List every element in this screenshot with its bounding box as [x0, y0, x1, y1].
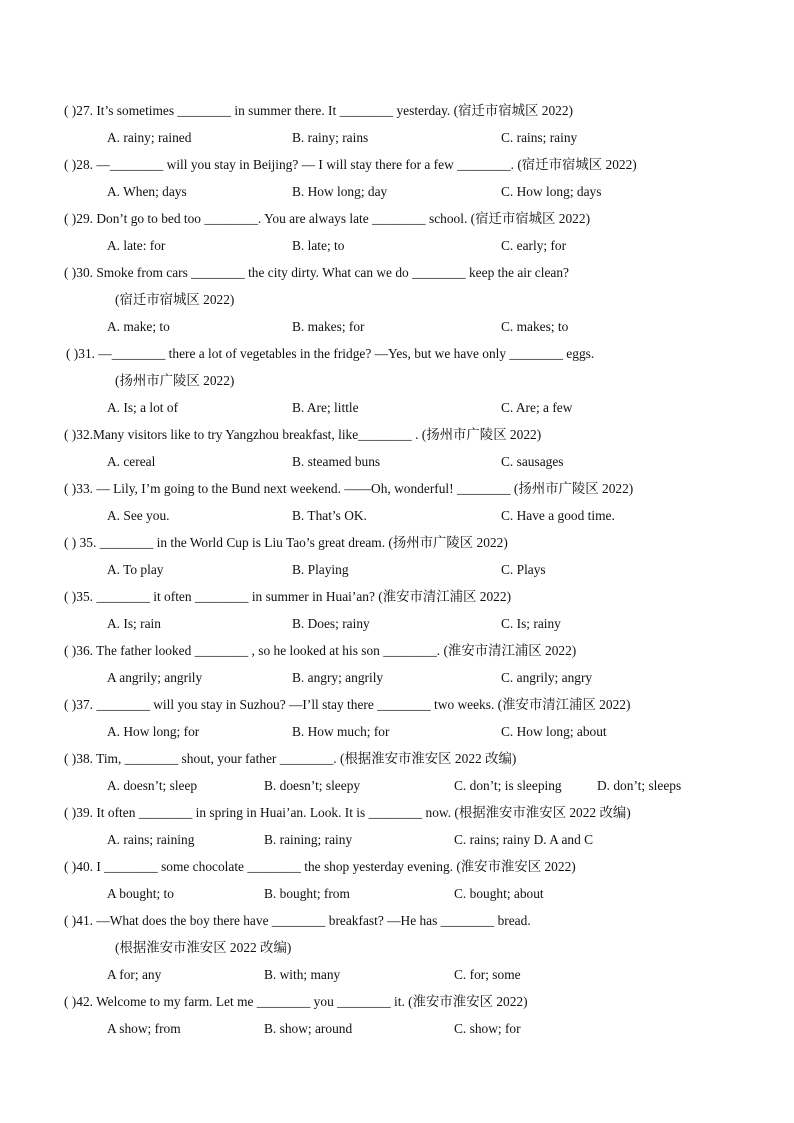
- question-source: (扬州市广陵区 2022): [115, 373, 235, 388]
- option-c: C. Is; rainy: [501, 616, 561, 631]
- option-a: A for; any: [107, 967, 162, 982]
- option-b: B. makes; for: [292, 319, 365, 334]
- option-a: A. make; to: [107, 319, 170, 334]
- question-41: ( )41. —What does the boy there have ________ breakfast? —He has ________ bread.: [64, 913, 531, 928]
- option-a: A bought; to: [107, 886, 174, 901]
- option-b: B. late; to: [292, 238, 345, 253]
- option-d: D. don’t; sleeps: [597, 778, 682, 793]
- question-38: ( )38. Tim, ________ shout, your father ________. (根据淮安市淮安区 2022 改编): [64, 751, 517, 766]
- option-a: A. How long; for: [107, 724, 200, 739]
- option-a: A. Is; rain: [107, 616, 161, 631]
- question-28: ( )28. —________ will you stay in Beijing? — I will stay there for a few ________. (宿迁市宿城区 2022): [64, 157, 637, 172]
- option-b: B. How much; for: [292, 724, 390, 739]
- option-a: A. rainy; rained: [107, 130, 192, 145]
- question-source: (宿迁市宿城区 2022): [115, 292, 235, 307]
- question-33: ( )33. — Lily, I’m going to the Bund next weekend. ——Oh, wonderful! ________ (扬州市广陵区 2022): [64, 481, 634, 496]
- option-a: A. late: for: [107, 238, 166, 253]
- question-35b: ( )35. ________ it often ________ in summer in Huai’an? (淮安市清江浦区 2022): [64, 589, 512, 604]
- question-32: ( )32.Many visitors like to try Yangzhou breakfast, like________ . (扬州市广陵区 2022): [64, 427, 542, 442]
- option-a: A. When; days: [107, 184, 187, 199]
- question-40: ( )40. I ________ some chocolate ________ the shop yesterday evening. (淮安市淮安区 2022): [64, 859, 576, 874]
- question-39: ( )39. It often ________ in spring in Huai’an. Look. It is ________ now. (根据淮安市淮安区 2022 改编): [64, 805, 631, 820]
- option-a: A. Is; a lot of: [107, 400, 179, 415]
- question-35a: ( ) 35. ________ in the World Cup is Liu Tao’s great dream. (扬州市广陵区 2022): [64, 535, 508, 550]
- option-c: C. early; for: [501, 238, 567, 253]
- option-c: C. rains; rainy: [501, 130, 578, 145]
- question-37: ( )37. ________ will you stay in Suzhou? —I’ll stay there ________ two weeks. (淮安市清江浦区 2022): [64, 697, 631, 712]
- option-c: C. bought; about: [454, 886, 544, 901]
- option-b: B. with; many: [264, 967, 341, 982]
- option-b: B. rainy; rains: [292, 130, 369, 145]
- option-b: B. show; around: [264, 1021, 353, 1036]
- option-c: C. Are; a few: [501, 400, 573, 415]
- question-source: (根据淮安市淮安区 2022 改编): [115, 940, 292, 955]
- option-b: B. Playing: [292, 562, 349, 577]
- question-36: ( )36. The father looked ________ , so he looked at his son ________. (淮安市清江浦区 2022): [64, 643, 577, 658]
- question-30: ( )30. Smoke from cars ________ the city dirty. What can we do ________ keep the air clean?: [64, 265, 569, 280]
- option-a: A. cereal: [107, 454, 156, 469]
- option-a: A. See you.: [107, 508, 170, 523]
- option-b: B. angry; angrily: [292, 670, 384, 685]
- option-b: B. bought; from: [264, 886, 350, 901]
- option-b: B. That’s OK.: [292, 508, 367, 523]
- option-c: C. for; some: [454, 967, 521, 982]
- option-a: A. doesn’t; sleep: [107, 778, 198, 793]
- option-b: B. steamed buns: [292, 454, 381, 469]
- option-c: C. How long; about: [501, 724, 607, 739]
- option-a: A angrily; angrily: [107, 670, 203, 685]
- option-c: C. sausages: [501, 454, 564, 469]
- option-c: C. How long; days: [501, 184, 602, 199]
- option-c: C. makes; to: [501, 319, 569, 334]
- option-c: C. don’t; is sleeping: [454, 778, 562, 793]
- option-b: B. How long; day: [292, 184, 388, 199]
- option-c: C. Plays: [501, 562, 546, 577]
- option-a: A. rains; raining: [107, 832, 195, 847]
- option-c: C. angrily; angry: [501, 670, 593, 685]
- option-c: C. rains; rainy D. A and C: [454, 832, 594, 847]
- option-b: B. Are; little: [292, 400, 359, 415]
- option-b: B. raining; rainy: [264, 832, 353, 847]
- option-b: B. doesn’t; sleepy: [264, 778, 361, 793]
- option-c: C. Have a good time.: [501, 508, 615, 523]
- option-c: C. show; for: [454, 1021, 521, 1036]
- question-29: ( )29. Don’t go to bed too ________. You are always late ________ school. (宿迁市宿城区 2022): [64, 211, 591, 226]
- option-b: B. Does; rainy: [292, 616, 370, 631]
- option-a: A. To play: [107, 562, 164, 577]
- question-42: ( )42. Welcome to my farm. Let me ________ you ________ it. (淮安市淮安区 2022): [64, 994, 528, 1009]
- option-a: A show; from: [107, 1021, 181, 1036]
- question-31: ( )31. —________ there a lot of vegetables in the fridge? —Yes, but we have only ________ eggs.: [66, 346, 595, 361]
- question-27: ( )27. It’s sometimes ________ in summer there. It ________ yesterday. (宿迁市宿城区 2022): [64, 103, 574, 118]
